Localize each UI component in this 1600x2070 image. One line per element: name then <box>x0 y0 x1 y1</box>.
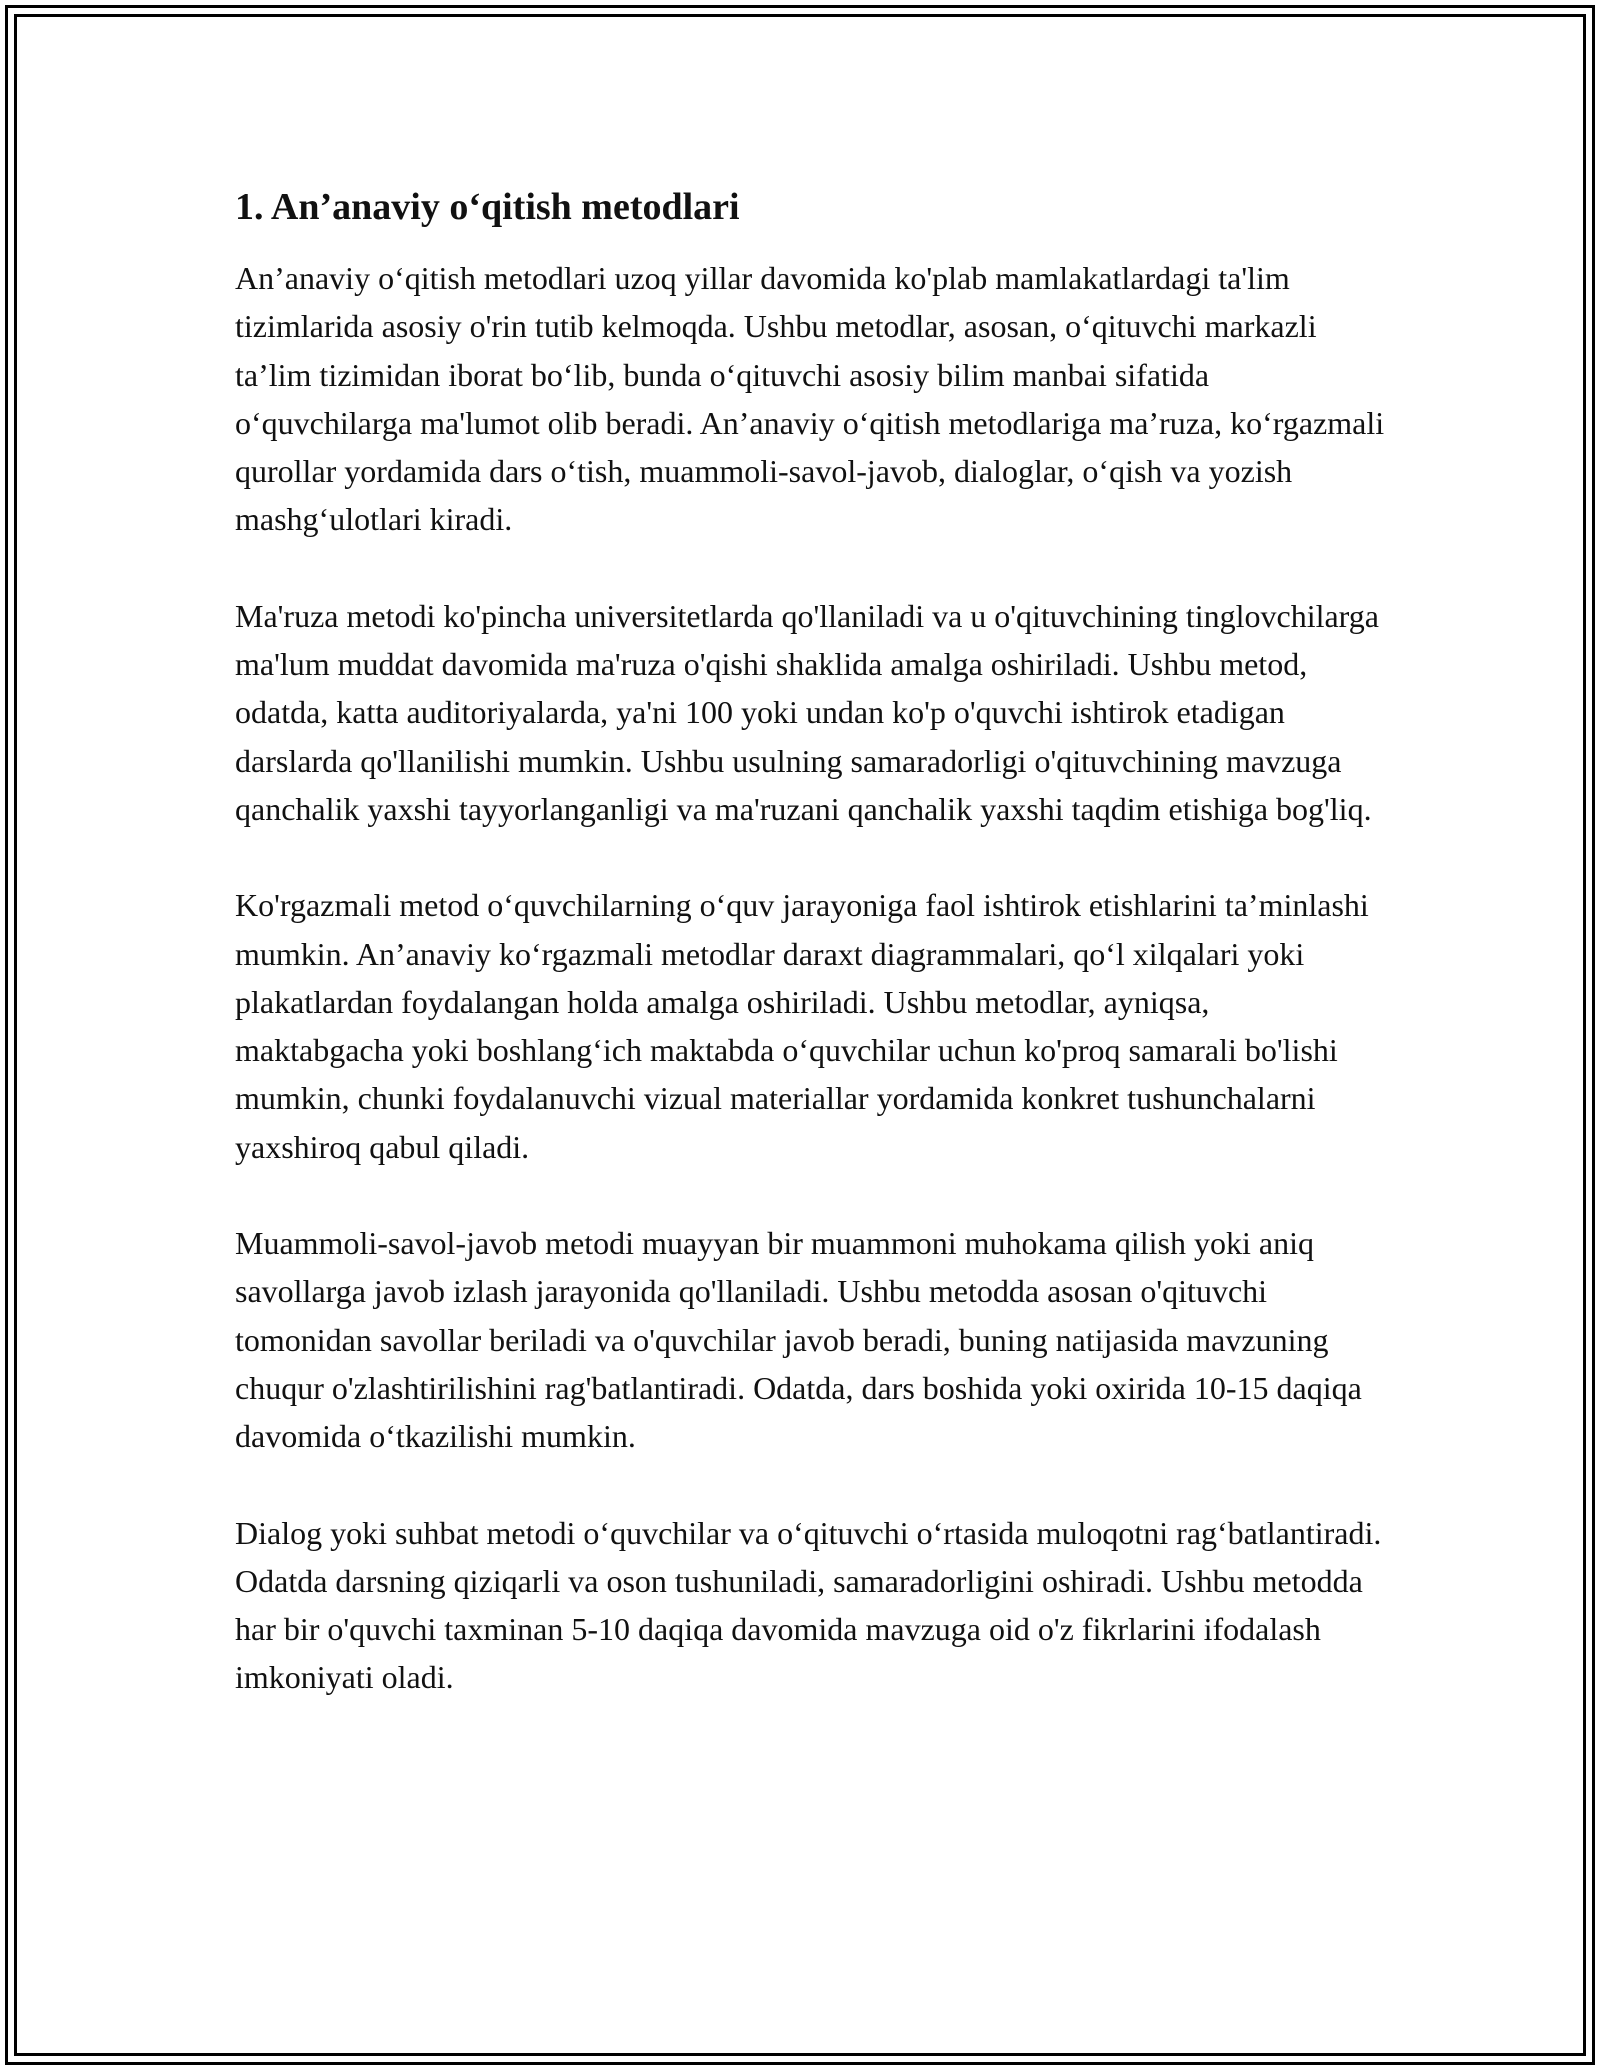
paragraph-intro: An’anaviy o‘qitish metodlari uzoq yillar davomida ko'plab mamlakatlardagi ta'lim tizimlarida asosiy o'rin tutib kelmoqda. Ushbu metodlar, asosan, o‘qituvchi markazli ta’lim tizimidan iborat bo‘lib, bunda o‘qituvchi asosiy bilim manbai sifatida o‘quvchilarga ma'lumot olib beradi. An’anaviy o‘qitish metodlariga ma’ruza, ko‘rgazmali qurollar yordamida dars o‘tish, muammoli-savol-javob, dialoglar, o‘qish va yozish mashg‘ulotlari kiradi. <box>235 260 1385 538</box>
paragraph-lecture-method: Ma'ruza metodi ko'pincha universitetlarda qo'llaniladi va u o'qituvchining tinglovchilarga ma'lum muddat davomida ma'ruza o'qishi shaklida amalga oshiriladi. Ushbu metod, odatda, katta auditoriyalarda, ya'ni 100 yoki undan ko'p o'quvchi ishtirok etadigan darslarda qo'llanilishi mumkin. Ushbu usulning samaradorligi o'qituvchining mavzuga qanchalik yaxshi tayyorlanganligi va ma'ruzani qanchalik yaxshi taqdim etishiga bog'liq. <box>235 597 1379 827</box>
paragraph-visual-method: Ko'rgazmali metod o‘quvchilarning o‘quv jarayoniga faol ishtirok etishlarini ta’minlashi mumkin. An’anaviy ko‘rgazmali metodlar daraxt diagrammalari, qo‘l xilqalari yoki plakatlardan foydalangan holda amalga oshiriladi. Ushbu metodlar, ayniqsa, maktabgacha yoki boshlang‘ich maktabda o‘quvchilar uchun ko'proq samarali bo'lishi mumkin, chunki foydalanuvchi vizual materiallar yordamida konkret tushunchalarni yaxshiroq qabul qiladi. <box>235 887 1369 1165</box>
paragraph-question-answer-method: Muammoli-savol-javob metodi muayyan bir muammoni muhokama qilish yoki aniq savollarga javob izlash jarayonida qo'llaniladi. Ushbu metodda asosan o'qituvchi tomonidan savollar beriladi va o'quvchilar javob beradi, buning natijasida mavzuning chuqur o'zlashtirilishini rag'batlantiradi. Odatda, dars boshida yoki oxirida 10-15 daqiqa davomida o‘tkazilishi mumkin. <box>235 1225 1362 1455</box>
section-heading: 1. An’anaviy o‘qitish metodlari <box>235 186 740 228</box>
paragraph-dialog-method: Dialog yoki suhbat metodi o‘quvchilar va o‘qituvchi o‘rtasida muloqotni rag‘batlantiradi. Odatda darsning qiziqarli va oson tushuniladi, samaradorligini oshiradi. Ushbu metodda har bir o'quvchi taxminan 5-10 daqiqa davomida mavzuga oid o'z fikrlarini ifodalash imkoniyati oladi. <box>235 1514 1382 1696</box>
document-body <box>235 182 1385 1750</box>
